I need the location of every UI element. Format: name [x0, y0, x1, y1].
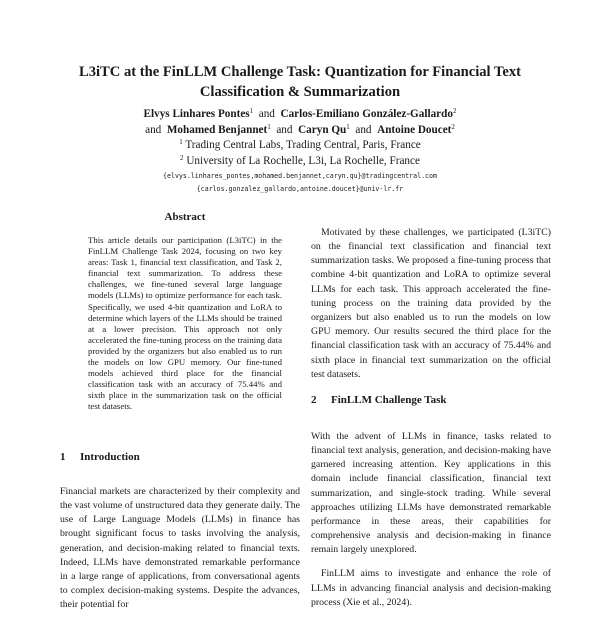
title-line-2: Classification & Summarization	[199, 84, 401, 100]
motivation-body	[311, 216, 551, 392]
section-number: 1	[60, 451, 66, 463]
affiliation-marker: 1	[179, 138, 183, 146]
author-name: Carlos-Emiliano González-Gallardo	[280, 108, 453, 120]
section-heading-introduction	[60, 451, 140, 463]
affiliation-2	[60, 154, 540, 170]
author-row-1	[60, 107, 540, 123]
finllm-challenge-body	[311, 420, 551, 620]
author-conjunction: and	[355, 123, 372, 136]
abstract-text: This article details our participation (L3iTC) in the FinLLM Challenge Task 2024, focusing on two key areas: Task 1, financial text classification, and Task 2, financial text summarization. To address these challenges, we fine-tuned several large language models (LLMs) to optimize performance for each task. Specifically, we used 4-bit quantization and LoRA to determine which layers of the LLMs should be trained at a lower precision. This approach not only accelerated the fine-tuning process on the training data provided by the organizers but also enabled us to run the models on low GPU memory. Our fine-tuned models achieved third place for the financial classification task with an accuracy of 75.44% and sixth place in the summarization task on the official test datasets.	[88, 235, 282, 412]
affiliation-1	[60, 138, 540, 154]
section-number: 2	[311, 394, 317, 406]
affiliation-marker: 2	[452, 107, 457, 115]
challenge-paragraph-1: With the advent of LLMs in finance, tasks related to financial text analysis, generation, and decision-making have garnered increasing attention. Key applications in this domain include financial classification, financial text summarization, and single-stock trading. While several approaches utilizing LLMs have demonstrated remarkable performance in these areas, their capabilities for comprehensive analysis and decision-making in finance remain largely unexplored.	[311, 430, 551, 556]
affiliation-marker: 1	[346, 122, 350, 131]
abstract-body	[88, 235, 282, 413]
paper-title	[60, 62, 540, 102]
email-line-2: {carlos.gonzalez_gallardo,antoine.doucet}@univ-lr.fr	[196, 185, 404, 193]
motivation-paragraph: Motivated by these challenges, we participated (L3iTC) on the financial text classification and financial text summarization tasks. We proposed a fine-tuning process that combine 4-bit quantization and LoRA to optimize several LLMs for each task. This approach accelerated the fine-tuning process on the training data provided by the organizers but also enabled us to run the models on low GPU memory. Our results secured the third place for the financial classification task with an accuracy of 75.44% and sixth place in financial text summarization on the official test datasets.	[311, 226, 551, 380]
title-line-1: L3iTC at the FinLLM Challenge Task: Quantization for Financial Text	[78, 64, 522, 80]
affiliation-text: University of La Rochelle, L3i, La Rochelle, France	[186, 154, 420, 167]
section-title: FinLLM Challenge Task	[331, 394, 447, 406]
affiliation-marker: 1	[267, 122, 271, 131]
author-name: Antoine Doucet	[377, 123, 452, 136]
abstract-heading: Abstract	[164, 211, 206, 223]
author-block	[60, 107, 540, 196]
affiliation-marker: 2	[451, 122, 455, 131]
author-conjunction: and	[145, 123, 162, 136]
introduction-paragraph: Financial markets are characterized by their complexity and the vast volume of unstructured data they generate daily. The use of Large Language Models (LLMs) in finance has brought significant focus to tasks involving the analysis, generation, and decision-making related to financial texts. Indeed, LLMs have demonstrated remarkable performance in a large range of applications, from conversational agents to complex decision-making systems. Despite the advances, their potential for	[60, 485, 300, 611]
author-conjunction: and	[276, 123, 293, 136]
section-heading-finllm-challenge	[311, 394, 447, 406]
affiliation-text: Trading Central Labs, Trading Central, Paris, France	[185, 139, 421, 151]
email-line-1: {elvys.linhares_pontes,mohamed.benjannet,caryn.qu}@tradingcentral.com	[163, 172, 437, 180]
author-name: Elvys Linhares Pontes	[143, 108, 250, 120]
author-row-2	[60, 123, 540, 139]
affiliation-marker: 1	[249, 107, 254, 115]
author-name: Mohamed Benjannet	[166, 123, 268, 136]
author-emails	[60, 170, 540, 196]
author-conjunction: and	[258, 108, 275, 120]
affiliation-marker: 2	[180, 153, 184, 162]
section-title: Introduction	[80, 451, 140, 463]
challenge-paragraph-2: FinLLM aims to investigate and enhance the role of LLMs in advancing financial analysis and decision-making process (Xie et al., 2024).	[311, 568, 551, 608]
author-name: Caryn Qu	[298, 123, 347, 136]
